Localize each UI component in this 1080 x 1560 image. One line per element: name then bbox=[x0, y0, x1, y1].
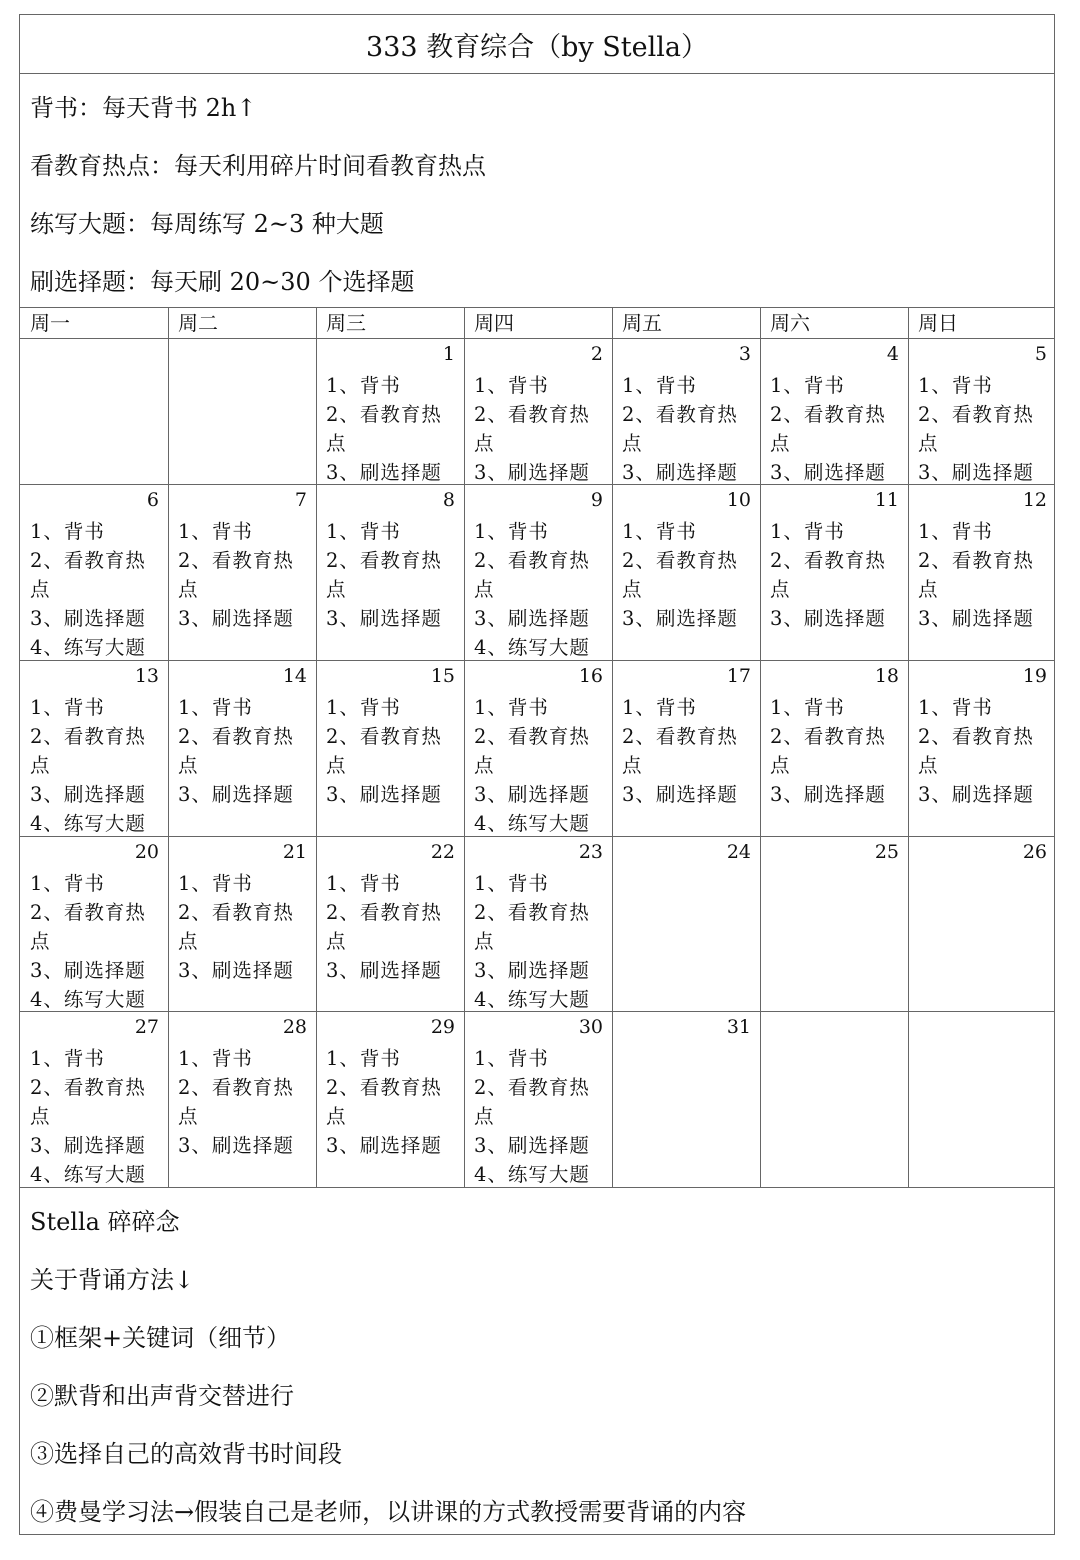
day-cell bbox=[464, 836, 612, 1011]
task-hot-a: 2、看教育热 bbox=[326, 1076, 442, 1099]
day-number: 8 bbox=[442, 489, 455, 511]
task-hot-a: 2、看教育热 bbox=[178, 549, 294, 572]
task-hot-b: 点 bbox=[474, 432, 495, 455]
task-recite: 1、背书 bbox=[770, 696, 845, 719]
task-recite: 1、背书 bbox=[918, 374, 993, 397]
task-essay: 4、练写大题 bbox=[30, 636, 146, 659]
day-cell bbox=[612, 484, 760, 660]
task-hot-b: 点 bbox=[770, 754, 791, 777]
plan-recite: 背书：每天背书 2h↑ bbox=[30, 94, 257, 122]
task-recite: 1、背书 bbox=[178, 696, 253, 719]
task-hot-b: 点 bbox=[622, 754, 643, 777]
day-cell bbox=[908, 338, 1056, 484]
task-choice: 3、刷选择题 bbox=[622, 783, 738, 806]
task-choice: 3、刷选择题 bbox=[30, 607, 146, 630]
task-choice: 3、刷选择题 bbox=[326, 1134, 442, 1157]
task-hot-b: 点 bbox=[918, 754, 939, 777]
day-number: 26 bbox=[1022, 841, 1047, 863]
day-number: 21 bbox=[282, 841, 307, 863]
study-plan bbox=[20, 74, 1054, 308]
day-cell bbox=[908, 1011, 1056, 1187]
task-recite: 1、背书 bbox=[474, 374, 549, 397]
day-cell bbox=[760, 484, 908, 660]
task-choice: 3、刷选择题 bbox=[770, 607, 886, 630]
task-hot-a: 2、看教育热 bbox=[178, 1076, 294, 1099]
day-number: 14 bbox=[282, 665, 307, 687]
day-number: 11 bbox=[874, 489, 899, 511]
day-cell bbox=[908, 484, 1056, 660]
day-number: 12 bbox=[1022, 489, 1047, 511]
day-cell bbox=[612, 1011, 760, 1187]
task-recite: 1、背书 bbox=[474, 872, 549, 895]
task-essay: 4、练写大题 bbox=[30, 1163, 146, 1186]
weekday-header: 周二 bbox=[178, 311, 218, 335]
day-cell bbox=[464, 338, 612, 484]
day-number: 22 bbox=[430, 841, 455, 863]
task-hot-b: 点 bbox=[770, 578, 791, 601]
day-cell bbox=[464, 1011, 612, 1187]
day-cell bbox=[760, 338, 908, 484]
weekday-header: 周一 bbox=[30, 311, 70, 335]
day-number: 31 bbox=[726, 1016, 751, 1038]
day-number bbox=[770, 1015, 899, 1044]
day-cell bbox=[464, 660, 612, 836]
task-hot-a: 2、看教育热 bbox=[622, 549, 738, 572]
day-number: 13 bbox=[134, 665, 159, 687]
task-hot-a: 2、看教育热 bbox=[326, 403, 442, 426]
task-hot-a: 2、看教育热 bbox=[178, 901, 294, 924]
plan-essay: 练写大题：每周练写 2~3 种大题 bbox=[30, 210, 384, 238]
task-hot-a: 2、看教育热 bbox=[30, 725, 146, 748]
notes-heading: Stella 碎碎念 bbox=[30, 1208, 180, 1236]
day-cell bbox=[20, 660, 168, 836]
task-hot-a: 2、看教育热 bbox=[326, 901, 442, 924]
plan-hot-topics: 看教育热点：每天利用碎片时间看教育热点 bbox=[30, 152, 486, 180]
task-hot-b: 点 bbox=[622, 432, 643, 455]
task-essay: 4、练写大题 bbox=[474, 1163, 590, 1186]
task-recite: 1、背书 bbox=[326, 872, 401, 895]
task-hot-b: 点 bbox=[30, 754, 51, 777]
weekday-header: 周五 bbox=[622, 311, 662, 335]
weekday-header: 周三 bbox=[326, 311, 366, 335]
weekday-header: 周日 bbox=[918, 311, 958, 335]
task-hot-b: 点 bbox=[326, 1105, 347, 1128]
notes-subheading: 关于背诵方法↓ bbox=[30, 1266, 195, 1294]
task-choice: 3、刷选择题 bbox=[326, 607, 442, 630]
task-recite: 1、背书 bbox=[622, 374, 697, 397]
task-hot-a: 2、看教育热 bbox=[178, 725, 294, 748]
task-hot-b: 点 bbox=[326, 432, 347, 455]
day-number: 4 bbox=[886, 343, 899, 365]
day-number: 30 bbox=[578, 1016, 603, 1038]
day-number: 9 bbox=[590, 489, 603, 511]
task-choice: 3、刷选择题 bbox=[178, 607, 294, 630]
task-choice: 3、刷选择题 bbox=[178, 959, 294, 982]
task-hot-a: 2、看教育热 bbox=[770, 549, 886, 572]
task-hot-a: 2、看教育热 bbox=[326, 725, 442, 748]
day-cell bbox=[20, 836, 168, 1011]
task-choice: 3、刷选择题 bbox=[770, 783, 886, 806]
day-cell bbox=[168, 484, 316, 660]
page-title: 333 教育综合（by Stella） bbox=[20, 15, 1054, 74]
task-choice: 3、刷选择题 bbox=[770, 461, 886, 484]
task-hot-b: 点 bbox=[326, 930, 347, 953]
day-number: 17 bbox=[726, 665, 751, 687]
day-cell bbox=[20, 338, 168, 484]
task-hot-a: 2、看教育热 bbox=[326, 549, 442, 572]
task-hot-b: 点 bbox=[178, 930, 199, 953]
task-choice: 3、刷选择题 bbox=[622, 607, 738, 630]
day-cell bbox=[168, 836, 316, 1011]
task-choice: 3、刷选择题 bbox=[622, 461, 738, 484]
task-recite: 1、背书 bbox=[326, 1047, 401, 1070]
task-recite: 1、背书 bbox=[326, 696, 401, 719]
task-hot-b: 点 bbox=[770, 432, 791, 455]
task-recite: 1、背书 bbox=[30, 872, 105, 895]
day-number: 3 bbox=[738, 343, 751, 365]
task-hot-a: 2、看教育热 bbox=[30, 549, 146, 572]
task-recite: 1、背书 bbox=[30, 1047, 105, 1070]
task-hot-a: 2、看教育热 bbox=[474, 725, 590, 748]
task-recite: 1、背书 bbox=[918, 696, 993, 719]
day-cell bbox=[612, 338, 760, 484]
task-choice: 3、刷选择题 bbox=[474, 783, 590, 806]
day-cell bbox=[168, 1011, 316, 1187]
day-cell bbox=[316, 484, 464, 660]
day-number bbox=[918, 1015, 1047, 1044]
task-recite: 1、背书 bbox=[326, 374, 401, 397]
task-hot-b: 点 bbox=[622, 578, 643, 601]
day-cell bbox=[316, 836, 464, 1011]
day-cell bbox=[908, 836, 1056, 1011]
task-choice: 3、刷选择题 bbox=[30, 1134, 146, 1157]
task-choice: 3、刷选择题 bbox=[30, 959, 146, 982]
task-recite: 1、背书 bbox=[770, 374, 845, 397]
task-recite: 1、背书 bbox=[622, 696, 697, 719]
task-hot-b: 点 bbox=[326, 754, 347, 777]
task-choice: 3、刷选择题 bbox=[918, 783, 1034, 806]
task-hot-b: 点 bbox=[918, 578, 939, 601]
day-cell bbox=[464, 484, 612, 660]
monthly-calendar bbox=[20, 308, 1054, 1187]
task-hot-a: 2、看教育热 bbox=[918, 549, 1034, 572]
day-number: 10 bbox=[726, 489, 751, 511]
task-recite: 1、背书 bbox=[622, 520, 697, 543]
day-cell bbox=[168, 338, 316, 484]
task-choice: 3、刷选择题 bbox=[326, 461, 442, 484]
day-number: 2 bbox=[590, 343, 603, 365]
task-hot-b: 点 bbox=[30, 578, 51, 601]
task-essay: 4、练写大题 bbox=[474, 988, 590, 1011]
task-recite: 1、背书 bbox=[178, 520, 253, 543]
task-recite: 1、背书 bbox=[178, 872, 253, 895]
task-hot-b: 点 bbox=[178, 754, 199, 777]
task-hot-a: 2、看教育热 bbox=[622, 403, 738, 426]
task-hot-b: 点 bbox=[918, 432, 939, 455]
task-recite: 1、背书 bbox=[30, 520, 105, 543]
plan-choice: 刷选择题：每天刷 20~30 个选择题 bbox=[30, 268, 415, 296]
day-cell bbox=[760, 660, 908, 836]
day-cell bbox=[20, 1011, 168, 1187]
task-hot-b: 点 bbox=[474, 578, 495, 601]
day-number: 7 bbox=[294, 489, 307, 511]
task-hot-b: 点 bbox=[30, 1105, 51, 1128]
task-hot-b: 点 bbox=[178, 1105, 199, 1128]
weekday-header: 周六 bbox=[770, 311, 810, 335]
day-cell bbox=[760, 1011, 908, 1187]
day-cell bbox=[20, 484, 168, 660]
note-item: ②默背和出声背交替进行 bbox=[30, 1382, 294, 1410]
task-hot-a: 2、看教育热 bbox=[770, 403, 886, 426]
stella-notes bbox=[20, 1187, 1054, 1536]
task-hot-a: 2、看教育热 bbox=[918, 725, 1034, 748]
task-recite: 1、背书 bbox=[30, 696, 105, 719]
day-number: 15 bbox=[430, 665, 455, 687]
task-recite: 1、背书 bbox=[770, 520, 845, 543]
day-cell bbox=[316, 1011, 464, 1187]
task-choice: 3、刷选择题 bbox=[178, 783, 294, 806]
day-cell bbox=[168, 660, 316, 836]
day-number: 18 bbox=[874, 665, 899, 687]
note-item: ④费曼学习法→假装自己是老师，以讲课的方式教授需要背诵的内容 bbox=[30, 1498, 747, 1526]
task-recite: 1、背书 bbox=[918, 520, 993, 543]
day-number: 28 bbox=[282, 1016, 307, 1038]
task-hot-a: 2、看教育热 bbox=[474, 549, 590, 572]
day-number: 1 bbox=[442, 343, 455, 365]
task-choice: 3、刷选择题 bbox=[30, 783, 146, 806]
day-number: 27 bbox=[134, 1016, 159, 1038]
task-choice: 3、刷选择题 bbox=[326, 959, 442, 982]
task-hot-a: 2、看教育热 bbox=[770, 725, 886, 748]
task-choice: 3、刷选择题 bbox=[474, 959, 590, 982]
task-essay: 4、练写大题 bbox=[30, 988, 146, 1011]
task-hot-a: 2、看教育热 bbox=[474, 1076, 590, 1099]
day-cell bbox=[908, 660, 1056, 836]
task-choice: 3、刷选择题 bbox=[918, 461, 1034, 484]
day-cell bbox=[316, 660, 464, 836]
day-number bbox=[178, 342, 307, 371]
day-cell bbox=[760, 836, 908, 1011]
day-cell bbox=[612, 836, 760, 1011]
weekday-header: 周四 bbox=[474, 311, 514, 335]
task-recite: 1、背书 bbox=[474, 520, 549, 543]
task-essay: 4、练写大题 bbox=[474, 636, 590, 659]
task-recite: 1、背书 bbox=[178, 1047, 253, 1070]
task-hot-b: 点 bbox=[30, 930, 51, 953]
task-choice: 3、刷选择题 bbox=[918, 607, 1034, 630]
note-item: ③选择自己的高效背书时间段 bbox=[30, 1440, 342, 1468]
day-cell bbox=[612, 660, 760, 836]
day-number: 19 bbox=[1022, 665, 1047, 687]
day-number: 5 bbox=[1034, 343, 1047, 365]
task-essay: 4、练写大题 bbox=[30, 812, 146, 835]
day-number: 20 bbox=[134, 841, 159, 863]
day-cell bbox=[316, 338, 464, 484]
day-number bbox=[30, 342, 159, 371]
task-hot-b: 点 bbox=[474, 1105, 495, 1128]
task-choice: 3、刷选择题 bbox=[326, 783, 442, 806]
task-hot-a: 2、看教育热 bbox=[30, 1076, 146, 1099]
task-hot-b: 点 bbox=[326, 578, 347, 601]
task-choice: 3、刷选择题 bbox=[178, 1134, 294, 1157]
day-number: 29 bbox=[430, 1016, 455, 1038]
note-item: ①框架+关键词（细节） bbox=[30, 1324, 291, 1352]
task-choice: 3、刷选择题 bbox=[474, 1134, 590, 1157]
task-choice: 3、刷选择题 bbox=[474, 461, 590, 484]
day-number: 23 bbox=[578, 841, 603, 863]
task-hot-b: 点 bbox=[178, 578, 199, 601]
day-number: 16 bbox=[578, 665, 603, 687]
task-hot-a: 2、看教育热 bbox=[474, 403, 590, 426]
task-hot-a: 2、看教育热 bbox=[622, 725, 738, 748]
schedule-sheet bbox=[19, 14, 1055, 1535]
task-recite: 1、背书 bbox=[474, 1047, 549, 1070]
task-choice: 3、刷选择题 bbox=[474, 607, 590, 630]
task-hot-a: 2、看教育热 bbox=[918, 403, 1034, 426]
task-recite: 1、背书 bbox=[474, 696, 549, 719]
task-essay: 4、练写大题 bbox=[474, 812, 590, 835]
day-number: 24 bbox=[726, 841, 751, 863]
day-number: 25 bbox=[874, 841, 899, 863]
task-hot-a: 2、看教育热 bbox=[30, 901, 146, 924]
day-number: 6 bbox=[146, 489, 159, 511]
task-hot-b: 点 bbox=[474, 930, 495, 953]
task-hot-a: 2、看教育热 bbox=[474, 901, 590, 924]
task-hot-b: 点 bbox=[474, 754, 495, 777]
task-recite: 1、背书 bbox=[326, 520, 401, 543]
